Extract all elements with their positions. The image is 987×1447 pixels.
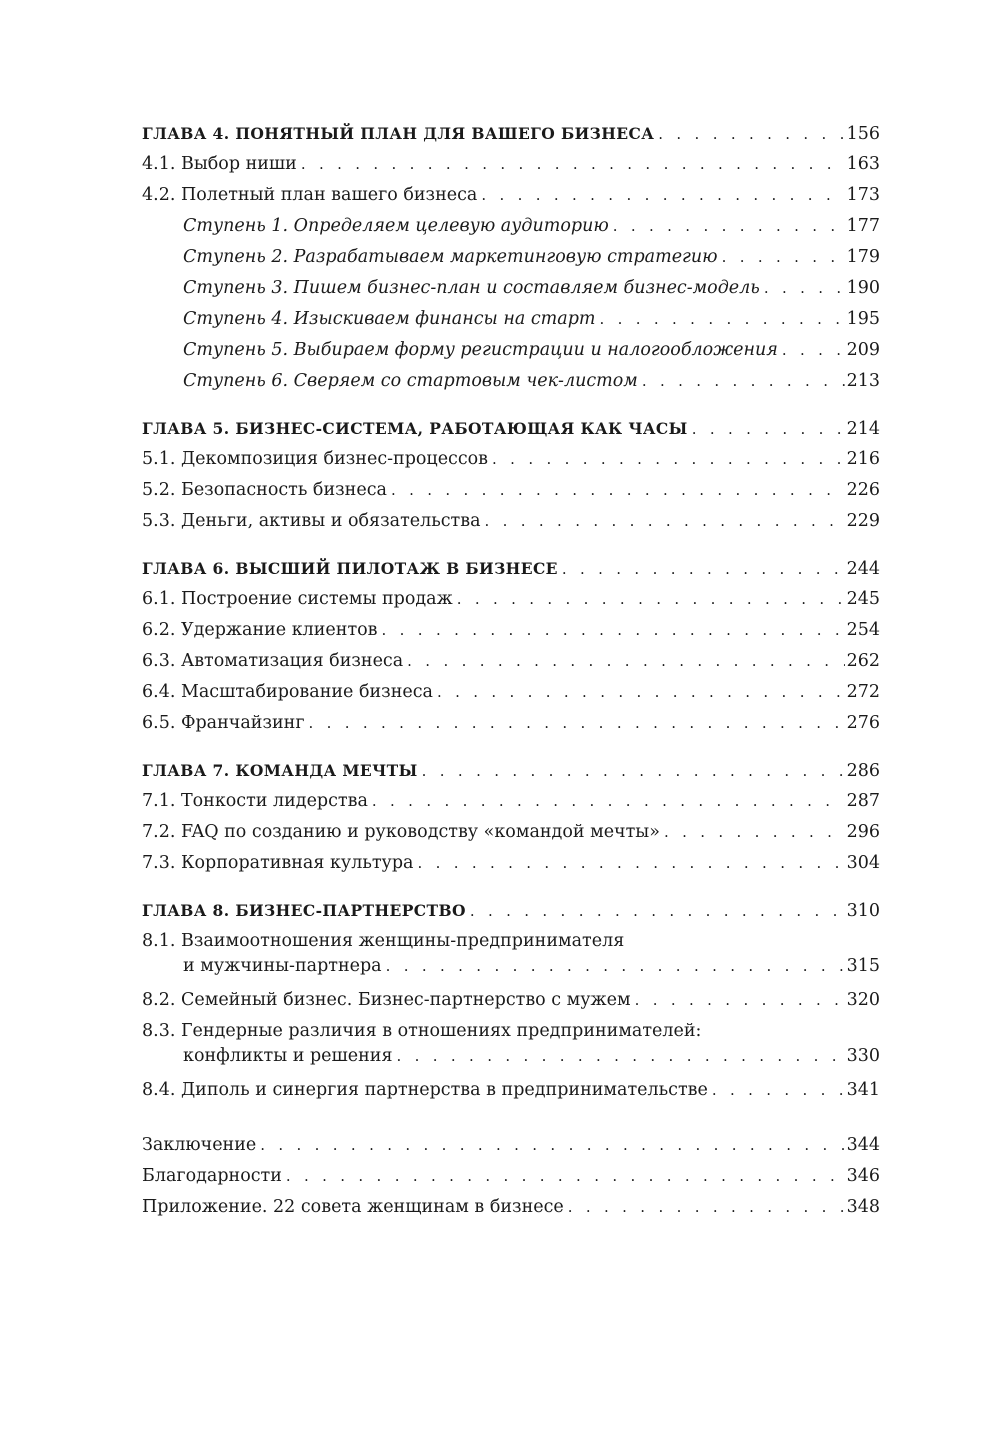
- dot-leader: [568, 1192, 845, 1223]
- chapter-5-section: [142, 413, 880, 537]
- chapter-heading[interactable]: [142, 755, 880, 786]
- page-number: 348: [846, 1197, 880, 1217]
- page-number: 346: [846, 1166, 880, 1186]
- dot-leader: [437, 677, 845, 708]
- entry-title: 4.2. Полетный план вашего бизнеса: [142, 185, 478, 205]
- page-number: 190: [846, 278, 880, 298]
- entry-title: Ступень 3. Пишем бизнес-план и составляем бизнес-модель: [183, 278, 760, 298]
- page-number: 177: [846, 216, 880, 236]
- toc-entry[interactable]: [142, 1130, 880, 1161]
- entry-title: Ступень 2. Разрабатываем маркетинговую стратегию: [183, 247, 718, 267]
- dot-leader: [457, 584, 845, 615]
- toc-entry[interactable]: [142, 180, 880, 211]
- entry-title: 4.1. Выбор ниши: [142, 154, 297, 174]
- entry-title: Заключение: [142, 1135, 257, 1155]
- dot-leader: [562, 554, 845, 585]
- dot-leader: [470, 896, 845, 927]
- dot-leader: [417, 848, 844, 879]
- page-number: 179: [846, 247, 880, 267]
- chapter-heading[interactable]: [142, 118, 880, 149]
- toc-entry[interactable]: [142, 1192, 880, 1223]
- page-number: 276: [846, 713, 880, 733]
- page-number: 229: [846, 511, 880, 531]
- entry-title: Благодарности: [142, 1166, 282, 1186]
- toc-entry[interactable]: [142, 615, 880, 646]
- entry-title: 8.2. Семейный бизнес. Бизнес-партнерство с мужем: [142, 990, 631, 1010]
- toc-entry[interactable]: [142, 817, 880, 848]
- toc-subentry[interactable]: [142, 366, 880, 397]
- toc-entry[interactable]: [142, 708, 880, 739]
- dot-leader: [485, 506, 845, 537]
- toc-entry[interactable]: [142, 848, 880, 879]
- entry-title: 6.3. Автоматизация бизнеса: [142, 651, 404, 671]
- dot-leader: [782, 335, 845, 366]
- entry-title: 7.2. FAQ по созданию и руководству «командой мечты»: [142, 822, 660, 842]
- chapter-7-section: [142, 755, 880, 879]
- toc-subentry[interactable]: [142, 211, 880, 242]
- dot-leader: [613, 211, 845, 242]
- back-matter-section: [142, 1130, 880, 1223]
- page-number: 320: [846, 990, 880, 1010]
- page-number: 296: [846, 822, 880, 842]
- page-number: 310: [846, 901, 880, 921]
- toc-subentry[interactable]: [142, 304, 880, 335]
- page-number: 214: [846, 419, 880, 439]
- entry-title: Ступень 4. Изыскиваем финансы на старт: [183, 309, 596, 329]
- table-of-contents: [142, 118, 880, 1239]
- entry-title: Ступень 1. Определяем целевую аудиторию: [183, 216, 609, 236]
- dot-leader: [260, 1130, 844, 1161]
- chapter-title: ГЛАВА 7. КОМАНДА МЕЧТЫ: [142, 761, 418, 780]
- toc-entry[interactable]: [142, 985, 880, 1016]
- dot-leader: [764, 273, 845, 304]
- chapter-title: ГЛАВА 4. ПОНЯТНЫЙ ПЛАН ДЛЯ ВАШЕГО БИЗНЕСА: [142, 124, 655, 143]
- toc-subentry[interactable]: [142, 273, 880, 304]
- dot-leader: [386, 954, 845, 979]
- entry-title-line1: 8.1. Взаимоотношения женщины-предпринимателя: [142, 931, 625, 951]
- page-number: 209: [846, 340, 880, 360]
- dot-leader: [692, 414, 845, 445]
- toc-subentry[interactable]: [142, 242, 880, 273]
- dot-leader: [397, 1044, 845, 1069]
- chapter-title: ГЛАВА 8. БИЗНЕС-ПАРТНЕРСТВО: [142, 901, 466, 920]
- page-number: 315: [846, 956, 880, 976]
- chapter-4-section: [142, 118, 880, 397]
- dot-leader: [301, 149, 845, 180]
- dot-leader: [382, 615, 845, 646]
- entry-title: 5.3. Деньги, активы и обязательства: [142, 511, 481, 531]
- dot-leader: [407, 646, 844, 677]
- toc-entry[interactable]: [142, 584, 880, 615]
- entry-title-line1: 8.3. Гендерные различия в отношениях предпринимателей:: [142, 1021, 702, 1041]
- chapter-title: ГЛАВА 6. ВЫСШИЙ ПИЛОТАЖ В БИЗНЕСЕ: [142, 559, 558, 578]
- toc-entry[interactable]: [142, 149, 880, 180]
- entry-title: Ступень 6. Сверяем со стартовым чек-листом: [183, 371, 638, 391]
- toc-entry[interactable]: [142, 1075, 880, 1106]
- toc-entry[interactable]: [142, 506, 880, 537]
- page-number: 341: [846, 1080, 880, 1100]
- entry-title: 6.4. Масштабирование бизнеса: [142, 682, 433, 702]
- dot-leader: [642, 366, 845, 397]
- entry-title: Приложение. 22 совета женщинам в бизнесе: [142, 1197, 564, 1217]
- entry-title: 6.5. Франчайзинг: [142, 713, 305, 733]
- page-number: 245: [846, 589, 880, 609]
- entry-title: 5.2. Безопасность бизнеса: [142, 480, 387, 500]
- toc-subentry[interactable]: [142, 335, 880, 366]
- dot-leader: [422, 756, 845, 787]
- page-number: 216: [846, 449, 880, 469]
- entry-title: 5.1. Декомпозиция бизнес-процессов: [142, 449, 489, 469]
- toc-entry[interactable]: [142, 444, 880, 475]
- page-number: 226: [846, 480, 880, 500]
- entry-title: 7.3. Корпоративная культура: [142, 853, 414, 873]
- page-number: 163: [846, 154, 880, 174]
- page-number: 173: [846, 185, 880, 205]
- dot-leader: [712, 1075, 845, 1106]
- toc-entry-multiline[interactable]: [142, 1019, 880, 1069]
- page-number: 344: [846, 1135, 880, 1155]
- page-number: 330: [846, 1046, 880, 1066]
- toc-entry[interactable]: [142, 646, 880, 677]
- page-number: 244: [846, 559, 880, 579]
- toc-entry[interactable]: [142, 1161, 880, 1192]
- dot-leader: [664, 817, 845, 848]
- page-number: 304: [846, 853, 880, 873]
- page-number: 195: [846, 309, 880, 329]
- page-number: 272: [846, 682, 880, 702]
- entry-title: 7.1. Тонкости лидерства: [142, 791, 368, 811]
- page-number: 213: [846, 371, 880, 391]
- dot-leader: [286, 1161, 845, 1192]
- entry-title: 8.4. Диполь и синергия партнерства в предпринимательстве: [142, 1080, 708, 1100]
- page-number: 254: [846, 620, 880, 640]
- chapter-heading[interactable]: [142, 413, 880, 444]
- dot-leader: [722, 242, 845, 273]
- toc-entry-multiline[interactable]: [142, 929, 880, 979]
- entry-title: Ступень 5. Выбираем форму регистрации и налогообложения: [183, 340, 778, 360]
- dot-leader: [372, 786, 845, 817]
- chapter-8-section: [142, 895, 880, 1106]
- chapter-heading[interactable]: [142, 553, 880, 584]
- entry-title: 6.1. Построение системы продаж: [142, 589, 453, 609]
- entry-title: и мужчины-партнера: [183, 956, 382, 976]
- chapter-title: ГЛАВА 5. БИЗНЕС-СИСТЕМА, РАБОТАЮЩАЯ КАК ЧАСЫ: [142, 419, 688, 438]
- toc-entry[interactable]: [142, 475, 880, 506]
- page-number: 286: [846, 761, 880, 781]
- toc-entry[interactable]: [142, 677, 880, 708]
- page-number: 287: [846, 791, 880, 811]
- page-number: 262: [846, 651, 880, 671]
- entry-title: 6.2. Удержание клиентов: [142, 620, 378, 640]
- dot-leader: [658, 119, 844, 150]
- dot-leader: [492, 444, 845, 475]
- page-number: 156: [846, 124, 880, 144]
- toc-entry[interactable]: [142, 786, 880, 817]
- dot-leader: [391, 475, 845, 506]
- dot-leader: [309, 708, 845, 739]
- entry-title: конфликты и решения: [183, 1046, 393, 1066]
- dot-leader: [600, 304, 845, 335]
- dot-leader: [481, 180, 844, 211]
- dot-leader: [635, 985, 845, 1016]
- chapter-6-section: [142, 553, 880, 739]
- chapter-heading[interactable]: [142, 895, 880, 926]
